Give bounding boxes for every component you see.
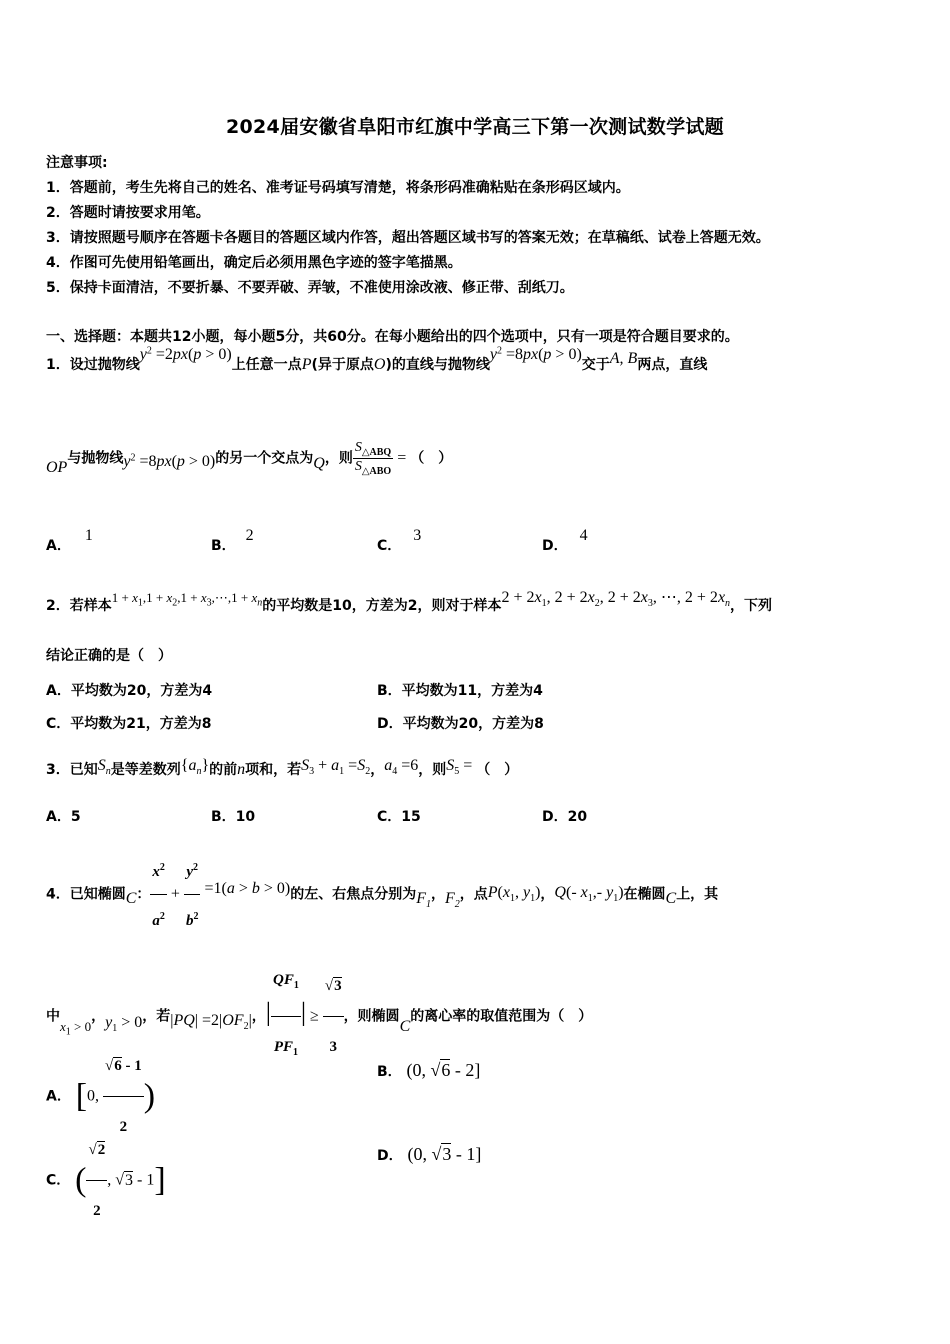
q1-option-c[interactable]: C．3: [377, 527, 422, 554]
question-2-line-2: 结论正确的是（ ）: [46, 648, 172, 664]
q2-option-c[interactable]: C．平均数为21，方差为8: [46, 716, 212, 732]
exam-title: 2024届安徽省阜阳市红旗中学高三下第一次测试数学试题: [226, 116, 724, 138]
q4-option-a[interactable]: A． [0, $\frac{√6 - 1}{2}$ ): [46, 1036, 155, 1157]
notice-item-3: 3．请按照题号顺序在答题卡各题目的答题区域内作答，超出答题区域书写的答案无效；在草稿纸、试卷上答题无效。: [46, 230, 770, 246]
question-1-line-2: OP与抛物线$y^2 =8px(p > 0)$的另一个交点为Q，则 $\frac{S_{\triangle ABQ}}{S_{\triangle ABO}}$ = （ ）: [46, 440, 453, 477]
notice-item-2: 2．答题时请按要求用笔。: [46, 205, 210, 221]
q1-option-a[interactable]: A．1: [46, 527, 93, 554]
section-heading: 一、选择题：本题共12小题，每小题5分，共60分。在每小题给出的四个选项中，只有一项是符合题目要求的。: [46, 329, 739, 345]
q2-option-b[interactable]: B．平均数为11，方差为4: [377, 683, 543, 699]
q3-option-c[interactable]: C．15: [377, 809, 421, 825]
q1-option-b[interactable]: B．2: [211, 527, 254, 554]
q3-option-b[interactable]: B．10: [211, 809, 256, 825]
q3-option-d[interactable]: D．20: [542, 809, 588, 825]
question-3-line-1: 3．已知$S_n$是等差数列$\{a_n\}$的前n项和，若$S_3 + a_1 =S_2$，$a_4 =6$，则$S_5$ = （ ）: [46, 757, 519, 778]
notice-item-4: 4．作图可先使用铅笔画出，确定后必须用黑色字迹的签字笔描黑。: [46, 255, 462, 271]
question-2-line-1: 2．若样本$1 + x_1,1 + x_2,1$ + $x_3,\cdots,1 + x_n$的平均数是10，方差为2，则对于样本$2 + 2x_1$, $2 + 2x_2$, $2 + 2x_3$, ⋯, $2 + 2x_n$，下列: [46, 589, 773, 614]
notice-item-5: 5．保持卡面清洁，不要折暴、不要弄破、弄皱，不准使用涂改液、修正带、刮纸刀。: [46, 280, 574, 296]
question-4-line-1: 4．已知椭圆C： $\frac{x^2}{a^2}$ + $\frac{y^2}{b^2}$ =1(a > b > 0)的左、右焦点分别为$F_1$，$F_2$，点$P(x_1$, $y_1$)，Q(- $x_1,-$ $y_1$)在椭圆C上，其: [46, 846, 718, 943]
q1-option-d[interactable]: D．4: [542, 527, 588, 554]
question-4-line-2: 中$x_1 > 0$，$y_1 > 0$，若$|PQ| =2|OF_2|$，| $\frac{QF_1}{PF_1}$ | ≥ $\frac{√3}{3}$ ，则椭圆C的离心率的取值范围为（ ）: [46, 950, 592, 1083]
q4-option-c[interactable]: C． ( $\frac{√2}{2}$ , √3 - 1]: [46, 1120, 166, 1241]
q2-option-a[interactable]: A．平均数为20，方差为4: [46, 683, 213, 699]
question-1-line-1: 1．设过抛物线$y^2 =2px(p > 0)$上任意一点P(异于原点O)的直线与抛物线$y^2 =8px(p > 0)$交于A, B两点，直线: [46, 345, 708, 373]
q2-option-d[interactable]: D．平均数为20，方差为8: [377, 716, 544, 732]
q4-option-d[interactable]: D． (0, √3 - 1]: [377, 1144, 482, 1164]
q4-option-b[interactable]: B． (0, √6 - 2]: [377, 1060, 481, 1080]
notice-item-1: 1．答题前，考生先将自己的姓名、准考证号码填写清楚，将条形码准确粘贴在条形码区域内。: [46, 180, 630, 196]
notice-heading: 注意事项:: [46, 155, 108, 171]
q3-option-a[interactable]: A．5: [46, 809, 81, 825]
